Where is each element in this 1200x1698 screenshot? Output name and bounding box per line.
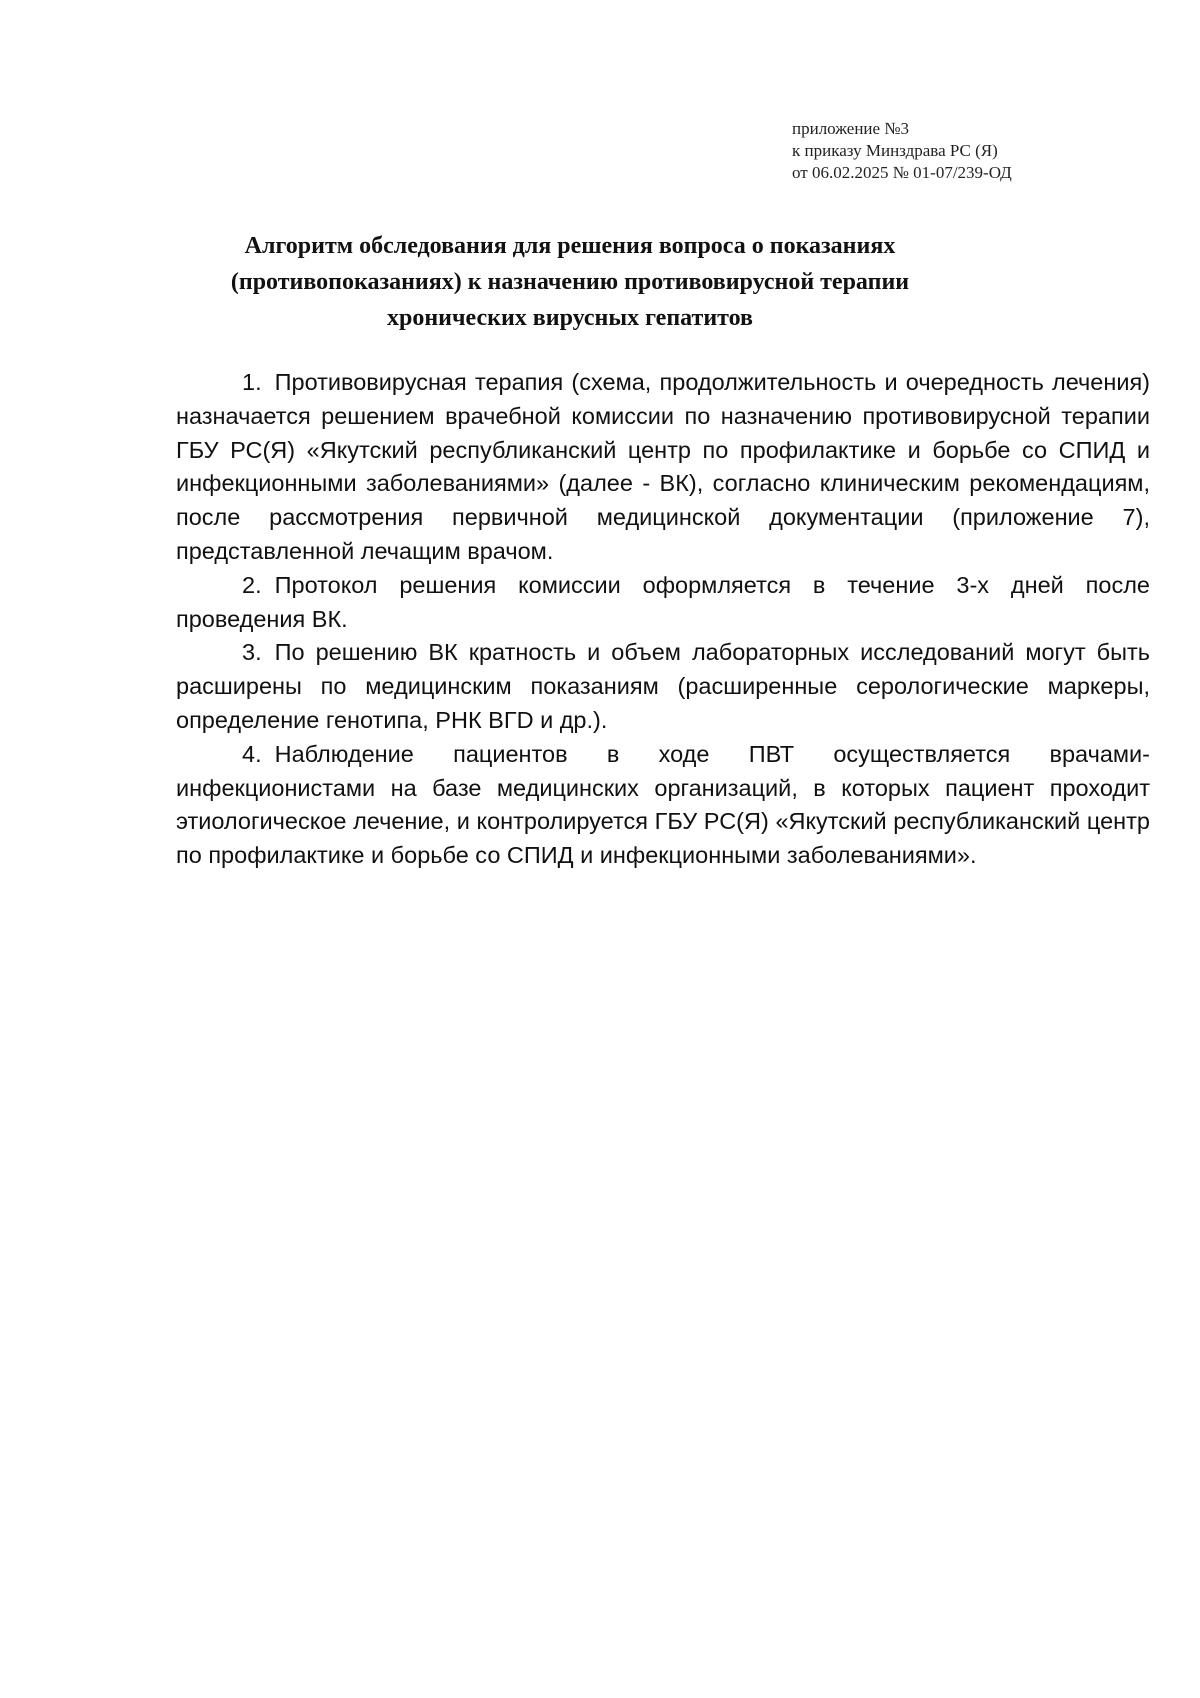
order-date-number: от 06.02.2025 № 01-07/239-ОД — [792, 163, 1012, 182]
numbered-paragraph-3 — [176, 636, 1150, 737]
numbered-paragraph-4 — [176, 738, 1150, 873]
paragraph-text: Наблюдение пациентов в ходе ПВТ осуществляется врачами-инфекционистами на базе медицинских организаций, в которых пациент проходит этиологическое лечение, и контролируется ГБУ РС(Я) «Якутский республиканский центр по профилактике и борьбе со СПИД и инфекционными заболеваниями». — [176, 740, 1150, 869]
paragraph-number: 2. — [242, 571, 262, 598]
numbered-paragraph-1 — [176, 366, 1150, 569]
paragraph-number: 1. — [242, 369, 262, 395]
appendix-header — [792, 118, 1172, 184]
title-line-2: (противопоказаниях) к назначению противовирусной терапии — [230, 269, 910, 295]
paragraph-text: По решению ВК кратность и объем лабораторных исследований могут быть расширены по медицинским показаниям (расширенные серологические маркеры, определение генотипа, РНК ВГD и др.). — [176, 639, 1150, 733]
paragraph-number: 3. — [242, 639, 262, 666]
document-body — [176, 366, 1150, 873]
numbered-paragraph-2 — [176, 569, 1150, 637]
document-title — [200, 228, 940, 336]
paragraph-number: 4. — [242, 740, 262, 767]
paragraph-text: Противовирусная терапия (схема, продолжительность и очередность лечения) назначается решением врачебной комиссии по назначению противовирусной терапии ГБУ РС(Я) «Якутский республиканский центр по профилактике и борьбе со СПИД и инфекционными заболеваниями» (далее - ВК), согласно клиническим рекомендациям, после рассмотрения первичной медицинской документации (приложение 7), представленной лечащим врачом. — [176, 369, 1150, 564]
appendix-number: приложение №3 — [792, 119, 910, 138]
paragraph-text: Протокол решения комиссии оформляется в течение 3-х дней после проведения ВК. — [176, 571, 1150, 632]
title-line-1: Алгоритм обследования для решения вопроса о показаниях — [244, 233, 896, 259]
order-reference: к приказу Минздрава РС (Я) — [792, 141, 998, 160]
title-line-3: хронических вирусных гепатитов — [387, 305, 753, 331]
